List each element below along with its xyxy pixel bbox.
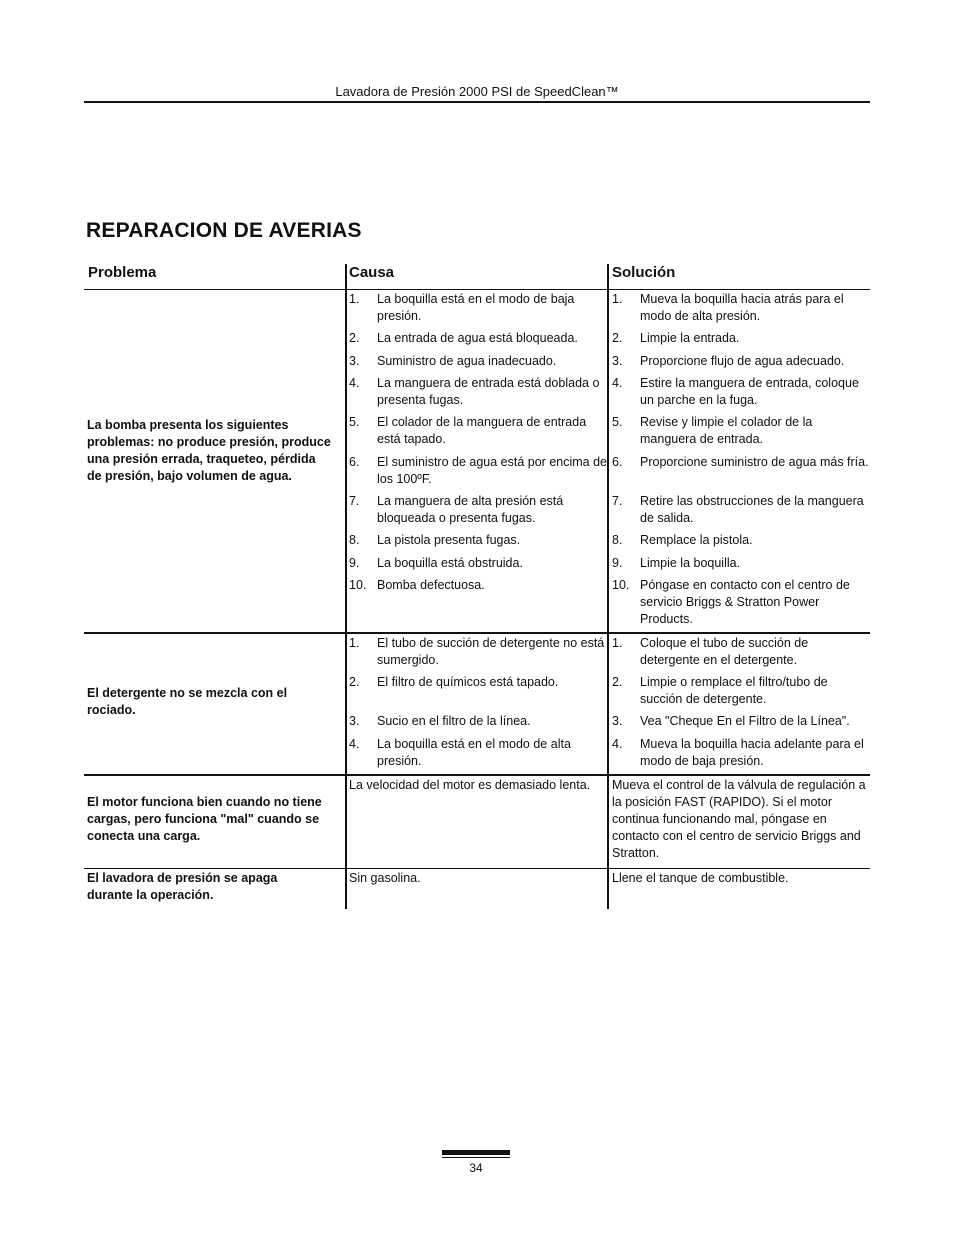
item-number: 3. — [349, 714, 360, 728]
item-text: Mueva la boquilla hacia adelante para el modo de baja presión. — [640, 737, 864, 768]
item-number: 2. — [612, 331, 623, 345]
problem-cell: La bomba presenta los siguientes problemas: no produce presión, produce una presión errada, traqueteo, pérdida de presión, bajo volumen de agua. — [87, 418, 331, 483]
item-text: Estire la manguera de entrada, coloque un parche en la fuga. — [640, 376, 859, 407]
item-number: 2. — [349, 331, 360, 345]
item-text: Bomba defectuosa. — [377, 578, 485, 592]
item-text: Mueva la boquilla hacia atrás para el modo de alta presión. — [640, 292, 844, 323]
item-number: 1. — [612, 292, 623, 306]
item-number: 7. — [612, 494, 623, 508]
item-number: 10. — [349, 578, 367, 592]
item-text: La boquilla está obstruida. — [377, 556, 523, 570]
column-header-problem: Problema — [88, 264, 157, 281]
item-text: Limpie la boquilla. — [640, 556, 741, 570]
page-title: REPARACION DE AVERIAS — [86, 219, 362, 242]
item-text: Proporcione flujo de agua adecuado. — [640, 354, 845, 368]
item-number: 8. — [349, 533, 360, 547]
row-divider — [84, 868, 870, 869]
item-number: 3. — [349, 354, 360, 368]
row-divider — [84, 774, 870, 776]
problem-cell: El detergente no se mezcla con el rociado. — [87, 686, 288, 717]
item-text: Limpie la entrada. — [640, 331, 740, 345]
item-text: Sucio en el filtro de la línea. — [377, 714, 531, 728]
item-number: 1. — [612, 636, 623, 650]
column-divider-2 — [607, 264, 609, 909]
item-number: 7. — [349, 494, 360, 508]
item-number: 4. — [349, 376, 360, 390]
table-header-rule — [84, 289, 870, 290]
solution-cell: Llene el tanque de combustible. — [612, 871, 789, 885]
column-headers — [84, 264, 870, 290]
item-text: Proporcione suministro de agua más fría. — [640, 455, 869, 469]
column-header-solution: Solución — [612, 264, 676, 281]
item-number: 9. — [349, 556, 360, 570]
item-text: Vea "Cheque En el Filtro de la Línea". — [640, 714, 850, 728]
item-text: El filtro de químicos está tapado. — [377, 675, 559, 689]
item-number: 6. — [349, 455, 360, 469]
solution-cell: Mueva el control de la válvula de regulación a la posición FAST (RAPIDO). Si el motor continua funcionando mal, póngase en contacto con el centro de servicio Briggs and Stratton. — [612, 778, 866, 860]
item-text: El suministro de agua está por encima de los 100ºF. — [377, 455, 607, 486]
item-number: 3. — [612, 354, 623, 368]
item-text: La boquilla está en el modo de alta presión. — [377, 737, 571, 768]
item-number: 2. — [612, 675, 623, 689]
item-text: Remplace la pistola. — [640, 533, 753, 547]
item-number: 4. — [612, 376, 623, 390]
cause-cell: La velocidad del motor es demasiado lenta. — [349, 778, 591, 792]
item-text: La pistola presenta fugas. — [377, 533, 521, 547]
column-header-cause: Causa — [349, 264, 395, 281]
item-number: 6. — [612, 455, 623, 469]
header-rule — [84, 101, 870, 103]
item-text: El tubo de succión de detergente no está sumergido. — [377, 636, 605, 667]
item-number: 5. — [612, 415, 623, 429]
item-text: El colador de la manguera de entrada está tapado. — [377, 415, 587, 446]
item-text: Suministro de agua inadecuado. — [377, 354, 557, 368]
problem-cell: El lavadora de presión se apaga durante la operación. — [87, 871, 278, 902]
item-number: 1. — [349, 636, 360, 650]
item-text: Limpie o remplace el filtro/tubo de succión de detergente. — [640, 675, 828, 706]
problem-cell: El motor funciona bien cuando no tiene cargas, pero funciona "mal" cuando se conecta una carga. — [87, 795, 322, 843]
page-number: 34 — [469, 1161, 483, 1175]
item-number: 4. — [612, 737, 623, 751]
item-text: La boquilla está en el modo de baja presión. — [377, 292, 575, 323]
footer-rule — [442, 1157, 510, 1158]
item-number: 4. — [349, 737, 360, 751]
item-text: La entrada de agua está bloqueada. — [377, 331, 578, 345]
cause-cell: Sin gasolina. — [349, 871, 421, 885]
item-text: La manguera de entrada está doblada o presenta fugas. — [377, 376, 600, 407]
footer-bar — [442, 1150, 510, 1155]
item-number: 2. — [349, 675, 360, 689]
item-text: Coloque el tubo de succión de detergente en el detergente. — [640, 636, 809, 667]
item-text: Retire las obstrucciones de la manguera de salida. — [640, 494, 864, 525]
row-divider — [84, 632, 870, 634]
item-text: Póngase en contacto con el centro de servicio Briggs & Stratton Power Products. — [640, 578, 850, 626]
item-number: 8. — [612, 533, 623, 547]
item-number: 10. — [612, 578, 630, 592]
header-title: Lavadora de Presión 2000 PSI de SpeedClean™ — [335, 84, 619, 99]
item-number: 9. — [612, 556, 623, 570]
item-text: Revise y limpie el colador de la manguera de entrada. — [640, 415, 813, 446]
item-number: 3. — [612, 714, 623, 728]
item-text: La manguera de alta presión está bloqueada o presenta fugas. — [377, 494, 564, 525]
item-number: 1. — [349, 292, 360, 306]
column-divider-1 — [345, 264, 347, 909]
item-number: 5. — [349, 415, 360, 429]
